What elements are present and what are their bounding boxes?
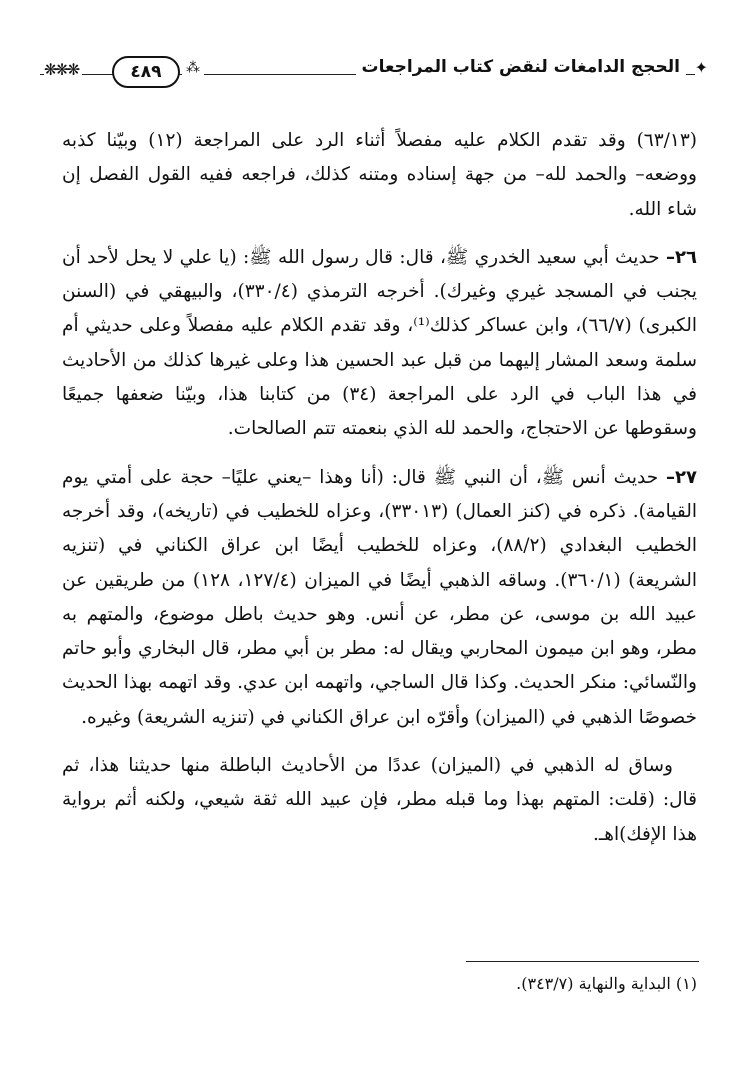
paragraph-continuation: [62, 124, 697, 227]
text-line: (٣٦٠/١). وساقه الذهبي أيضًا في الميزان (١٢٧/٤، ١٢٨) من طريقين عن عبيد الله بن: [62, 569, 698, 625]
footnote-separator: [466, 961, 699, 962]
text-line: وساق له الذهبي في (الميزان) عددًا من الأحاديث الباطلة منها حديثنا هذا، ثم قال:: [62, 755, 697, 811]
text-line: المحاربي ويقال له: مطر بن أبي مطر، قال البخاري وأبو حاتم والنّسائي: منكر الحديث.: [62, 638, 697, 694]
header-ornament-mid: ⁂: [182, 60, 204, 76]
page-header: [40, 52, 708, 92]
text-line: (قلت: المتهم بهذا وما قبله مطر، فإن عبيد الله ثقة شيعي، ولكنه أثم برواية هذا الإفك)اهـ.: [62, 789, 697, 845]
header-ornament-right: ✦: [694, 58, 708, 77]
hadith-number: ٢٧–: [666, 466, 697, 488]
paragraph-hadith-26: [62, 241, 697, 447]
text-line: موسى، عن مطر، عن أنس. وهو حديث باطل موضوع، والمتهم به مطر، وهو ابن ميمون: [62, 603, 697, 660]
text-line: الكبرى) (٦٦/٧)، وابن عساكر كذلك⁽¹⁾، وقد تقدم الكلام عليه مفصلاً وعلى حديثي أم: [62, 315, 697, 337]
footnote: (١) البداية والنهاية (٣٤٣/٧).: [516, 974, 697, 993]
text-line: يوم القيامة). ذكره في (كنز العمال) (٣٣٠١٣)، وعزاه للخطيب في (تاريخه)، وقد أخرجه: [62, 466, 697, 522]
text-line: ووضعه– والحمد لله– من جهة إسناده ومتنه كذلك، فراجعه ففيه القول الفصل إن شاء الله.: [62, 164, 697, 220]
paragraph-dhahabi-quote: [62, 749, 697, 852]
body-text: [62, 124, 697, 866]
header-ornament-left: ❋❋❋: [44, 60, 82, 79]
page-number: ٤٨٩: [112, 56, 180, 88]
paragraph-hadith-27: [62, 461, 697, 735]
text-line: الخطيب البغدادي (٨٨/٢)، وعزاه للخطيب أيضًا ابن عراق الكناني في (تنزيه الشريعة): [62, 535, 697, 591]
text-line: حديث أبي سعيد الخدري ﷺ، قال: قال رسول الله ﷺ: (يا علي لا يحل لأحد: [87, 246, 660, 268]
text-line: وأقرّه ابن عراق الكناني في (تنزيه الشريعة) وغيره.: [81, 706, 470, 728]
running-title: الحجج الدامغات لنقض كتاب المراجعات: [356, 57, 686, 77]
text-line: حديث أنس ﷺ، أن النبي ﷺ قال: (أنا وهذا –يعني عليًا– حجة على أمتي: [96, 466, 659, 488]
hadith-number: ٢٦–: [666, 246, 697, 268]
text-line: سلمة وسعد المشار إليهما من قبل عبد الحسين هذا وعلى غيرها كذلك من الأحاديث في هذا: [62, 349, 697, 406]
text-line: (٦٣/١٣) وقد تقدم الكلام عليه مفصلاً أثناء الرد على المراجعة (١٢) وبيّنا كذبه: [62, 130, 697, 151]
text-line: الباب في الرد على المراجعة (٣٤) من كتابنا هذا، وبيّنا ضعفها جميعًا وسقوطها عن: [62, 384, 697, 440]
text-line: أن يجنب في المسجد غيري وغيرك). أخرجه الترمذي (٣٣٠/٤)، والبيهقي في (السنن: [62, 246, 698, 303]
text-line: وكذا قال الساجي، واتهمه ابن عدي. وقد اتهمه بهذا الحديث خصوصًا الذهبي في (الميزان): [62, 672, 697, 728]
text-line: الاحتجاج، والحمد لله الذي بنعمته تتم الصالحات.: [227, 418, 588, 440]
